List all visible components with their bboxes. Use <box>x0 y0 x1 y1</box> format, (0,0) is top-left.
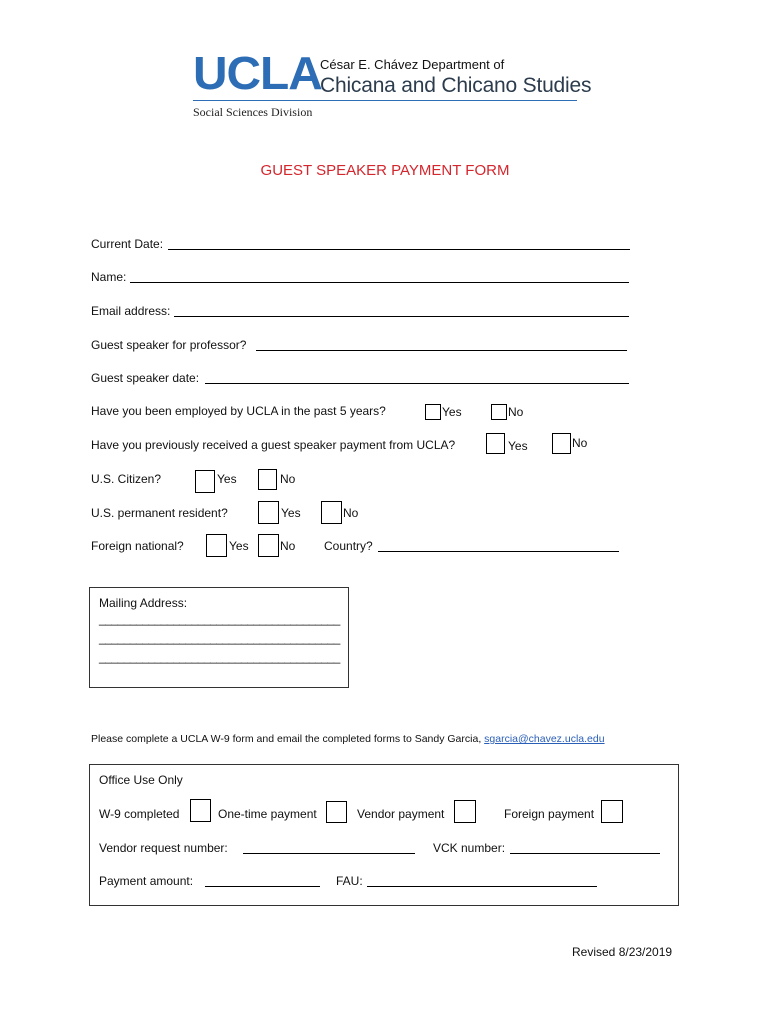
employed-yes-label: Yes <box>442 405 462 419</box>
country-field[interactable] <box>378 551 619 552</box>
vck-number-label: VCK number: <box>433 841 506 855</box>
foreign-national-no-label: No <box>280 539 296 553</box>
vck-number-field[interactable] <box>510 853 660 854</box>
department-line-1: César E. Chávez Department of <box>320 57 505 72</box>
country-label: Country? <box>324 539 373 553</box>
citizen-no-label: No <box>280 472 296 486</box>
w9-completed-checkbox[interactable] <box>190 799 211 822</box>
citizen-no-checkbox[interactable] <box>258 469 277 490</box>
email-label: Email address: <box>91 304 171 318</box>
one-time-payment-label: One-time payment <box>218 807 317 821</box>
vendor-payment-checkbox[interactable] <box>454 800 476 823</box>
permanent-resident-question: U.S. permanent resident? <box>91 506 228 520</box>
citizen-yes-label: Yes <box>217 472 237 486</box>
foreign-payment-label: Foreign payment <box>504 807 595 821</box>
foreign-national-yes-label: Yes <box>229 539 249 553</box>
permanent-resident-yes-checkbox[interactable] <box>258 501 279 524</box>
mailing-address-box <box>89 587 349 688</box>
name-label: Name: <box>91 270 127 284</box>
citizen-yes-checkbox[interactable] <box>195 470 215 493</box>
professor-field[interactable] <box>256 350 627 351</box>
logo-rule <box>193 100 577 101</box>
instruction-text <box>91 733 605 745</box>
mailing-address-line-1[interactable]: _______________________________________ <box>99 612 340 626</box>
current-date-label: Current Date: <box>91 237 164 251</box>
speaker-date-field[interactable] <box>205 383 629 384</box>
permanent-resident-no-checkbox[interactable] <box>321 501 342 524</box>
department-line-2: Chicana and Chicano Studies <box>320 74 592 97</box>
office-use-heading: Office Use Only <box>99 773 183 787</box>
current-date-field[interactable] <box>168 249 630 250</box>
permanent-resident-no-label: No <box>343 506 359 520</box>
fau-label: FAU: <box>336 874 363 888</box>
fau-field[interactable] <box>367 886 597 887</box>
employed-yes-checkbox[interactable] <box>425 404 441 420</box>
professor-label: Guest speaker for professor? <box>91 338 247 352</box>
employed-question: Have you been employed by UCLA in the past 5 years? <box>91 404 386 418</box>
payment-amount-label: Payment amount: <box>99 874 194 888</box>
ucla-logo: UCLA <box>193 47 322 99</box>
foreign-national-yes-checkbox[interactable] <box>206 534 227 557</box>
previous-payment-question: Have you previously received a guest speaker payment from UCLA? <box>91 438 456 452</box>
speaker-date-label: Guest speaker date: <box>91 371 200 385</box>
w9-completed-label: W-9 completed <box>99 807 180 821</box>
revised-date: Revised 8/23/2019 <box>572 945 673 959</box>
form-title: GUEST SPEAKER PAYMENT FORM <box>260 162 510 179</box>
employed-no-checkbox[interactable] <box>491 404 507 420</box>
payment-amount-field[interactable] <box>205 886 320 887</box>
email-field[interactable] <box>174 316 629 317</box>
previous-payment-no-checkbox[interactable] <box>552 433 571 454</box>
mailing-address-line-2[interactable]: _______________________________________ <box>99 631 340 645</box>
previous-payment-yes-checkbox[interactable] <box>486 433 505 454</box>
instruction-body: Please complete a UCLA W-9 form and email the completed forms to Sandy Garcia, <box>91 733 485 745</box>
vendor-payment-label: Vendor payment <box>357 807 445 821</box>
contact-email-link[interactable]: sgarcia@chavez.ucla.edu <box>484 733 605 745</box>
previous-payment-no-label: No <box>572 436 588 450</box>
division-name: Social Sciences Division <box>193 105 313 119</box>
vendor-request-field[interactable] <box>243 853 415 854</box>
employed-no-label: No <box>508 405 524 419</box>
citizen-question: U.S. Citizen? <box>91 472 162 486</box>
foreign-national-question: Foreign national? <box>91 539 184 553</box>
office-use-box <box>89 764 679 906</box>
foreign-national-no-checkbox[interactable] <box>258 534 279 557</box>
mailing-address-line-3[interactable]: _______________________________________ <box>99 650 340 664</box>
one-time-payment-checkbox[interactable] <box>326 801 347 823</box>
permanent-resident-yes-label: Yes <box>281 506 301 520</box>
foreign-payment-checkbox[interactable] <box>601 800 623 823</box>
mailing-address-label: Mailing Address: <box>99 596 188 610</box>
vendor-request-label: Vendor request number: <box>99 841 228 855</box>
previous-payment-yes-label: Yes <box>508 439 528 453</box>
name-field[interactable] <box>130 282 629 283</box>
